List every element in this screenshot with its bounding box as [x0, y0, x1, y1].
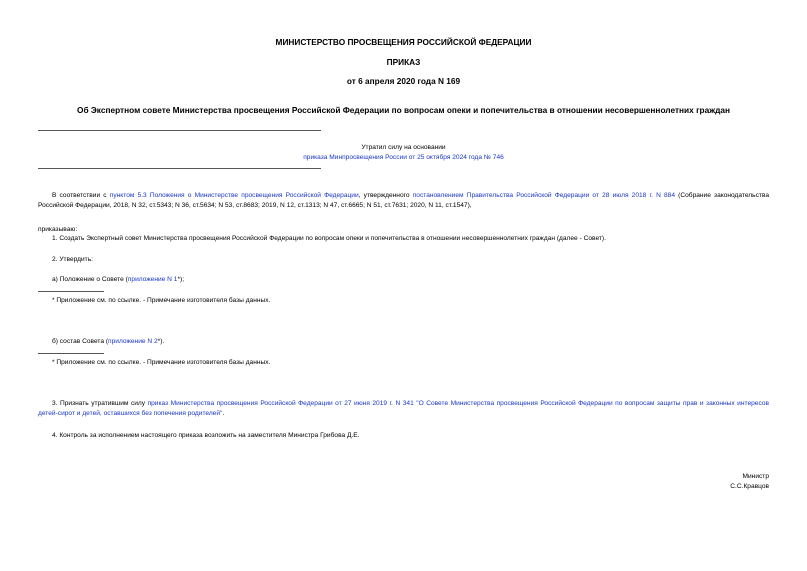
- signature-position: Министр: [742, 473, 769, 480]
- item-3-tail: .: [222, 410, 225, 417]
- item-2b-tail: *).: [157, 338, 165, 345]
- footnote-separator-2: [38, 353, 104, 354]
- orders-line: приказываю:: [38, 226, 78, 233]
- preamble-link-decree[interactable]: постановлением Правительства Российской Федерации от 28 июля 2018 г. N 884: [412, 192, 676, 199]
- footnote-separator-1: [38, 291, 104, 292]
- doc-type-heading: ПРИКАЗ: [386, 57, 421, 67]
- item-2a-text: а) Положение о Совете (: [52, 276, 128, 283]
- item-2b-text: б) состав Совета (: [52, 338, 109, 345]
- item-1: 1. Создать Экспертный совет Министерства просвещения Российской Федерации по вопросам опеки и попечительства в отношении несовершеннолетних граждан (далее - Совет).: [52, 235, 606, 242]
- preamble-mid: , утвержденного: [358, 192, 410, 199]
- date-number-heading: от 6 апреля 2020 года N 169: [346, 76, 461, 86]
- appendix-1-link[interactable]: приложение N 1: [127, 276, 178, 283]
- footnote-2: * Приложение см. по ссылке. - Примечание изготовителя базы данных.: [52, 359, 271, 366]
- item-3: [38, 399, 769, 419]
- separator-bottom: [38, 168, 321, 169]
- repealed-order-link[interactable]: приказ Министерства просвещения Российской Федерации от 27 июня 2019 г. N 341 "О Совете Министерства просвещения Российской Федерации по вопросам защиты прав и законных интересов детей-сирот и детей, оставшихся без попечения родителей": [38, 400, 769, 417]
- item-2a-tail: *);: [177, 276, 185, 283]
- document-title: Об Экспертном совете Министерства просвещения Российской Федерации по вопросам опеки и попечительства в отношении несовершеннолетних граждан: [77, 105, 730, 115]
- preamble-text: В соответствии с: [52, 192, 107, 199]
- footnote-1: * Приложение см. по ссылке. - Примечание изготовителя базы данных.: [52, 297, 271, 304]
- appendix-2-link[interactable]: приложение N 2: [108, 338, 158, 345]
- item-2b: [52, 337, 164, 347]
- status-link[interactable]: приказа Минпросвещения России от 25 октября 2024 года № 746: [303, 154, 504, 161]
- ministry-heading: МИНИСТЕРСТВО ПРОСВЕЩЕНИЯ РОССИЙСКОЙ ФЕДЕРАЦИИ: [275, 37, 532, 47]
- separator-top: [38, 130, 321, 131]
- preamble-tail: (Собрание законодательства Российской Федерации, 2018, N 32, ст.5343; N 36, ст.5634; N 53, ст.8683; 2019, N 12, ст.1313; N 47, ст.6665; N 51, ст.7631; 2020, N 11, ст.1547),: [38, 192, 769, 209]
- preamble-link-regulation[interactable]: пунктом 5.3 Положения о Министерстве просвещения Российской Федерации: [109, 192, 359, 199]
- item-3-text: 3. Признать утратившим силу: [52, 400, 148, 407]
- signature-name: С.С.Кравцов: [730, 483, 769, 490]
- item-4: 4. Контроль за исполнением настоящего приказа возложить на заместителя Министра Грибова Д.Е.: [52, 432, 360, 439]
- preamble-paragraph: [38, 191, 769, 211]
- item-2: 2. Утвердить:: [52, 256, 93, 263]
- status-line: Утратил силу на основании: [361, 144, 446, 151]
- item-2a: [52, 275, 184, 285]
